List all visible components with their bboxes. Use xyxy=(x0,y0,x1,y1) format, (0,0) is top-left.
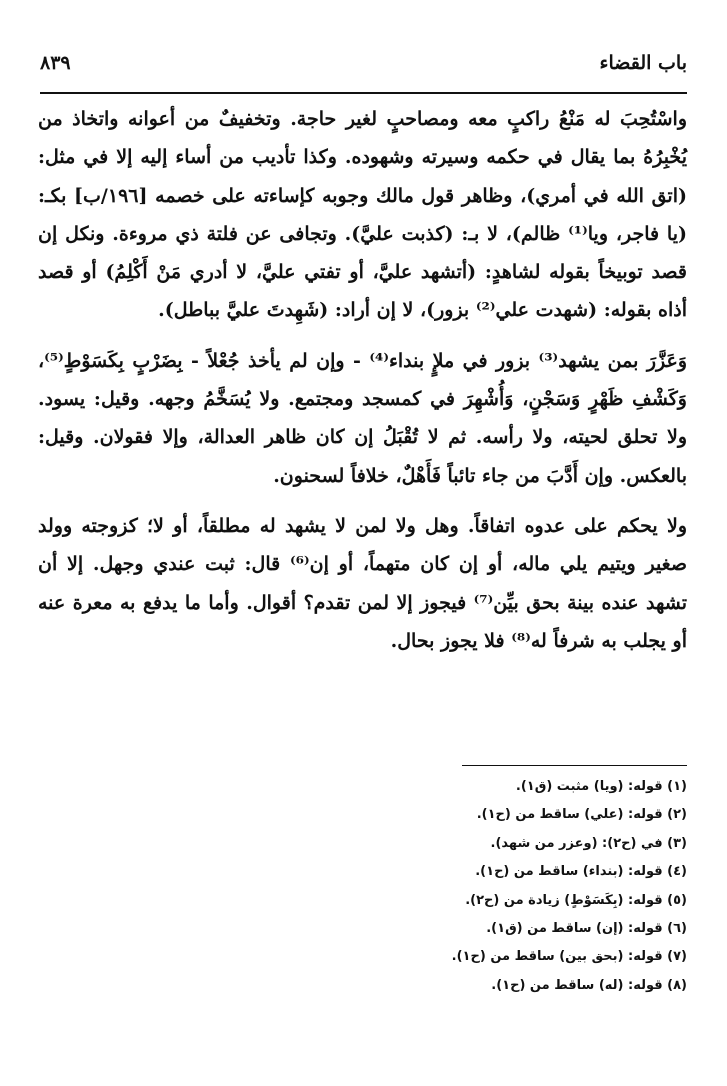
page-number: ٨٣٩ xyxy=(40,52,71,74)
chapter-title: باب القضاء xyxy=(599,52,687,74)
footnotes xyxy=(40,773,687,1000)
footnote: (٦) قوله: (إن) ساقط من (ق١). xyxy=(486,921,687,937)
footnote: (٤) قوله: (بنداء) ساقط من (ح١). xyxy=(475,864,687,880)
footnote: (١) قوله: (ويا) مثبت (ق١). xyxy=(515,779,687,794)
footnote: (٣) في (ح٢): (وعزر من شهد). xyxy=(490,835,687,851)
paragraph: ولا يحكم على عدوه اتفاقاً. وهل ولا لمن لا يشهد له مطلقاً، أو لا؛ كزوجته وولد صغير ويتيم يلي ماله، أو إن كان متهماً، أو إن⁽⁶⁾ قال: ثبت عندي وجهل. إلا أن تشهد عنده بينة بحق بيِّن⁽⁷⁾ فيجوز إلا لمن تقدم؟ أقوال. وأما ما يدفع به معرة عنه أو يجلب به شرفاً له⁽⁸⁾ فلا يجوز بحال. xyxy=(38,514,687,652)
page-header xyxy=(40,52,687,82)
header-rule xyxy=(40,92,687,94)
main-text xyxy=(38,100,687,660)
footnote: (٨) قوله: (له) ساقط من (ح١). xyxy=(491,977,687,993)
footnote: (٢) قوله: (علي) ساقط من (ح١). xyxy=(476,807,687,823)
paragraph: واسْتُحِبَ له مَنْعُ راكبٍ معه ومصاحبٍ لغير حاجة. وتخفيفٌ من أعوانه واتخاذ من يُخْبِرُهُ بما يقال في حكمه وسيرته وشهوده. وكذا تأديب من أساء إليه إلا في مثل: (اتق الله في أمري)، وظاهر قول مالك وجوبه كإساءته على خصمه [١٩٦/ب] بكـ: (يا فاجر، ويا⁽¹⁾ ظالم)، لا بـ: (كذبت عليَّ). وتجافى عن فلتة ذي مروءة. ونكل إن قصد توبيخاً بقوله لشاهدٍ: (أتشهد عليَّ، أو تفتي عليَّ، لا أدري مَنْ أَكْلِمُ) أو قصد أذاه بقوله: (شهدت علي⁽²⁾ بزور)، لا إن أراد: (شَهِدتَ عليَّ بباطل). xyxy=(38,108,687,322)
footnote: (٥) قوله: (بِكَسَوْطٍ) زيادة من (ح٢). xyxy=(465,892,687,908)
footnote: (٧) قوله: (بحق بين) ساقط من (ح١). xyxy=(451,949,687,965)
paragraph: وَعَزَّرَ بمن يشهد⁽³⁾ بزور في ملإٍ بنداء⁽⁴⁾ - وإن لم يأخذ جُعْلاً - بِضَرْبٍ بِكَسَوْطٍ⁽⁵⁾، وَكَشْفِ ظَهْرٍ وَسَجْنٍ، وَأُشْهِرَ في كمسجد ومجتمع. ولا يُسَخَّمُ وجهه. وقيل: يسود. ولا تحلق لحيته، ولا رأسه. ثم لا تُقْبَلُ إن كان ظاهر العدالة، وإلا فقولان. وقيل: بالعكس. وإن أَدَّبَ من جاء تائباً فَأَهْلٌ، خلافاً لسحنون. xyxy=(38,349,687,487)
footnote-separator xyxy=(462,765,687,766)
